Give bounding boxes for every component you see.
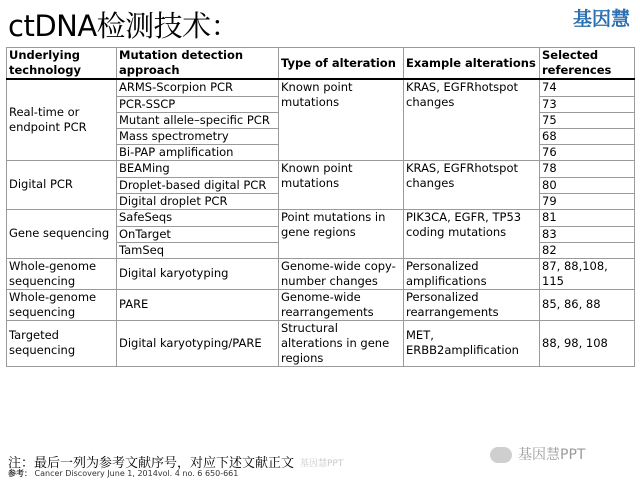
approach-cell: PCR-SSCP [117,96,279,112]
ref-cell: 68 [540,128,635,144]
approach-cell: SafeSeqs [117,209,279,226]
ctdna-techniques-table [6,47,635,367]
approach-cell: Mutant allele–specific PCR [117,112,279,128]
header-selected-references: Selected references [540,48,635,80]
ref-cell: 85, 86, 88 [540,289,635,320]
approach-cell: Digital karyotyping/PARE [117,320,279,366]
example-cell: KRAS, EGFRhotspot changes [404,79,540,160]
example-cell: Personalized amplifications [404,258,540,289]
approach-cell: Digital droplet PCR [117,193,279,209]
group-whole-genome-2: Whole-genome sequencing [7,289,117,320]
watermark-text: 基因慧PPT [518,447,586,463]
group-digital-pcr: Digital PCR [7,160,117,209]
type-cell: Known point mutations [279,79,404,160]
table-row [7,160,635,177]
group-targeted-sequencing: Targeted sequencing [7,320,117,366]
reference-text: Cancer Discovery June 1, 2014vol. 4 no. 6 650-661 [34,469,239,478]
ref-cell: 78 [540,160,635,177]
ref-cell: 75 [540,112,635,128]
ref-cell: 80 [540,177,635,193]
type-cell: Genome-wide rearrangements [279,289,404,320]
brand-logo: 基因慧 [572,8,630,30]
example-cell: KRAS, EGFRhotspot changes [404,160,540,209]
approach-cell: OnTarget [117,226,279,242]
watermark-faint: 基因慧PPT [300,459,344,469]
reference-label: 参考： [8,469,32,478]
header-example-alterations: Example alterations [404,48,540,80]
approach-cell: BEAMing [117,160,279,177]
approach-cell: Mass spectrometry [117,128,279,144]
chat-bubble-icon [490,447,512,463]
ref-cell: 81 [540,209,635,226]
group-realtime-pcr: Real-time or endpoint PCR [7,79,117,160]
page-title: ctDNA检测技术： [8,9,240,43]
ref-cell: 79 [540,193,635,209]
ref-cell: 87, 88,108, 115 [540,258,635,289]
approach-cell: TamSeq [117,242,279,258]
example-cell: Personalized rearrangements [404,289,540,320]
table-row [7,79,635,96]
approach-cell: PARE [117,289,279,320]
table-header-row [7,48,635,80]
reference-line [8,468,238,479]
example-cell: PIK3CA, EGFR, TP53 coding mutations [404,209,540,258]
ref-cell: 83 [540,226,635,242]
table-row [7,209,635,226]
ref-cell: 88, 98, 108 [540,320,635,366]
type-cell: Point mutations in gene regions [279,209,404,258]
approach-cell: Droplet-based digital PCR [117,177,279,193]
type-cell: Structural alterations in gene regions [279,320,404,366]
header-type-of-alteration: Type of alteration [279,48,404,80]
approach-cell: ARMS-Scorpion PCR [117,79,279,96]
ref-cell: 82 [540,242,635,258]
table-row [7,289,635,320]
ref-cell: 73 [540,96,635,112]
example-cell: MET, ERBB2amplification [404,320,540,366]
header-mutation-detection-approach: Mutation detection approach [117,48,279,80]
header-underlying-technology: Underlying technology [7,48,117,80]
ref-cell: 76 [540,144,635,160]
table-row [7,258,635,289]
type-cell: Known point mutations [279,160,404,209]
group-whole-genome-1: Whole-genome sequencing [7,258,117,289]
ref-cell: 74 [540,79,635,96]
table-row [7,320,635,366]
watermark [490,444,585,464]
approach-cell: Bi-PAP amplification [117,144,279,160]
approach-cell: Digital karyotyping [117,258,279,289]
group-gene-sequencing: Gene sequencing [7,209,117,258]
type-cell: Genome-wide copy-number changes [279,258,404,289]
footnote: 注：最后一列为参考文献序号，对应下述文献正文 [8,456,295,471]
